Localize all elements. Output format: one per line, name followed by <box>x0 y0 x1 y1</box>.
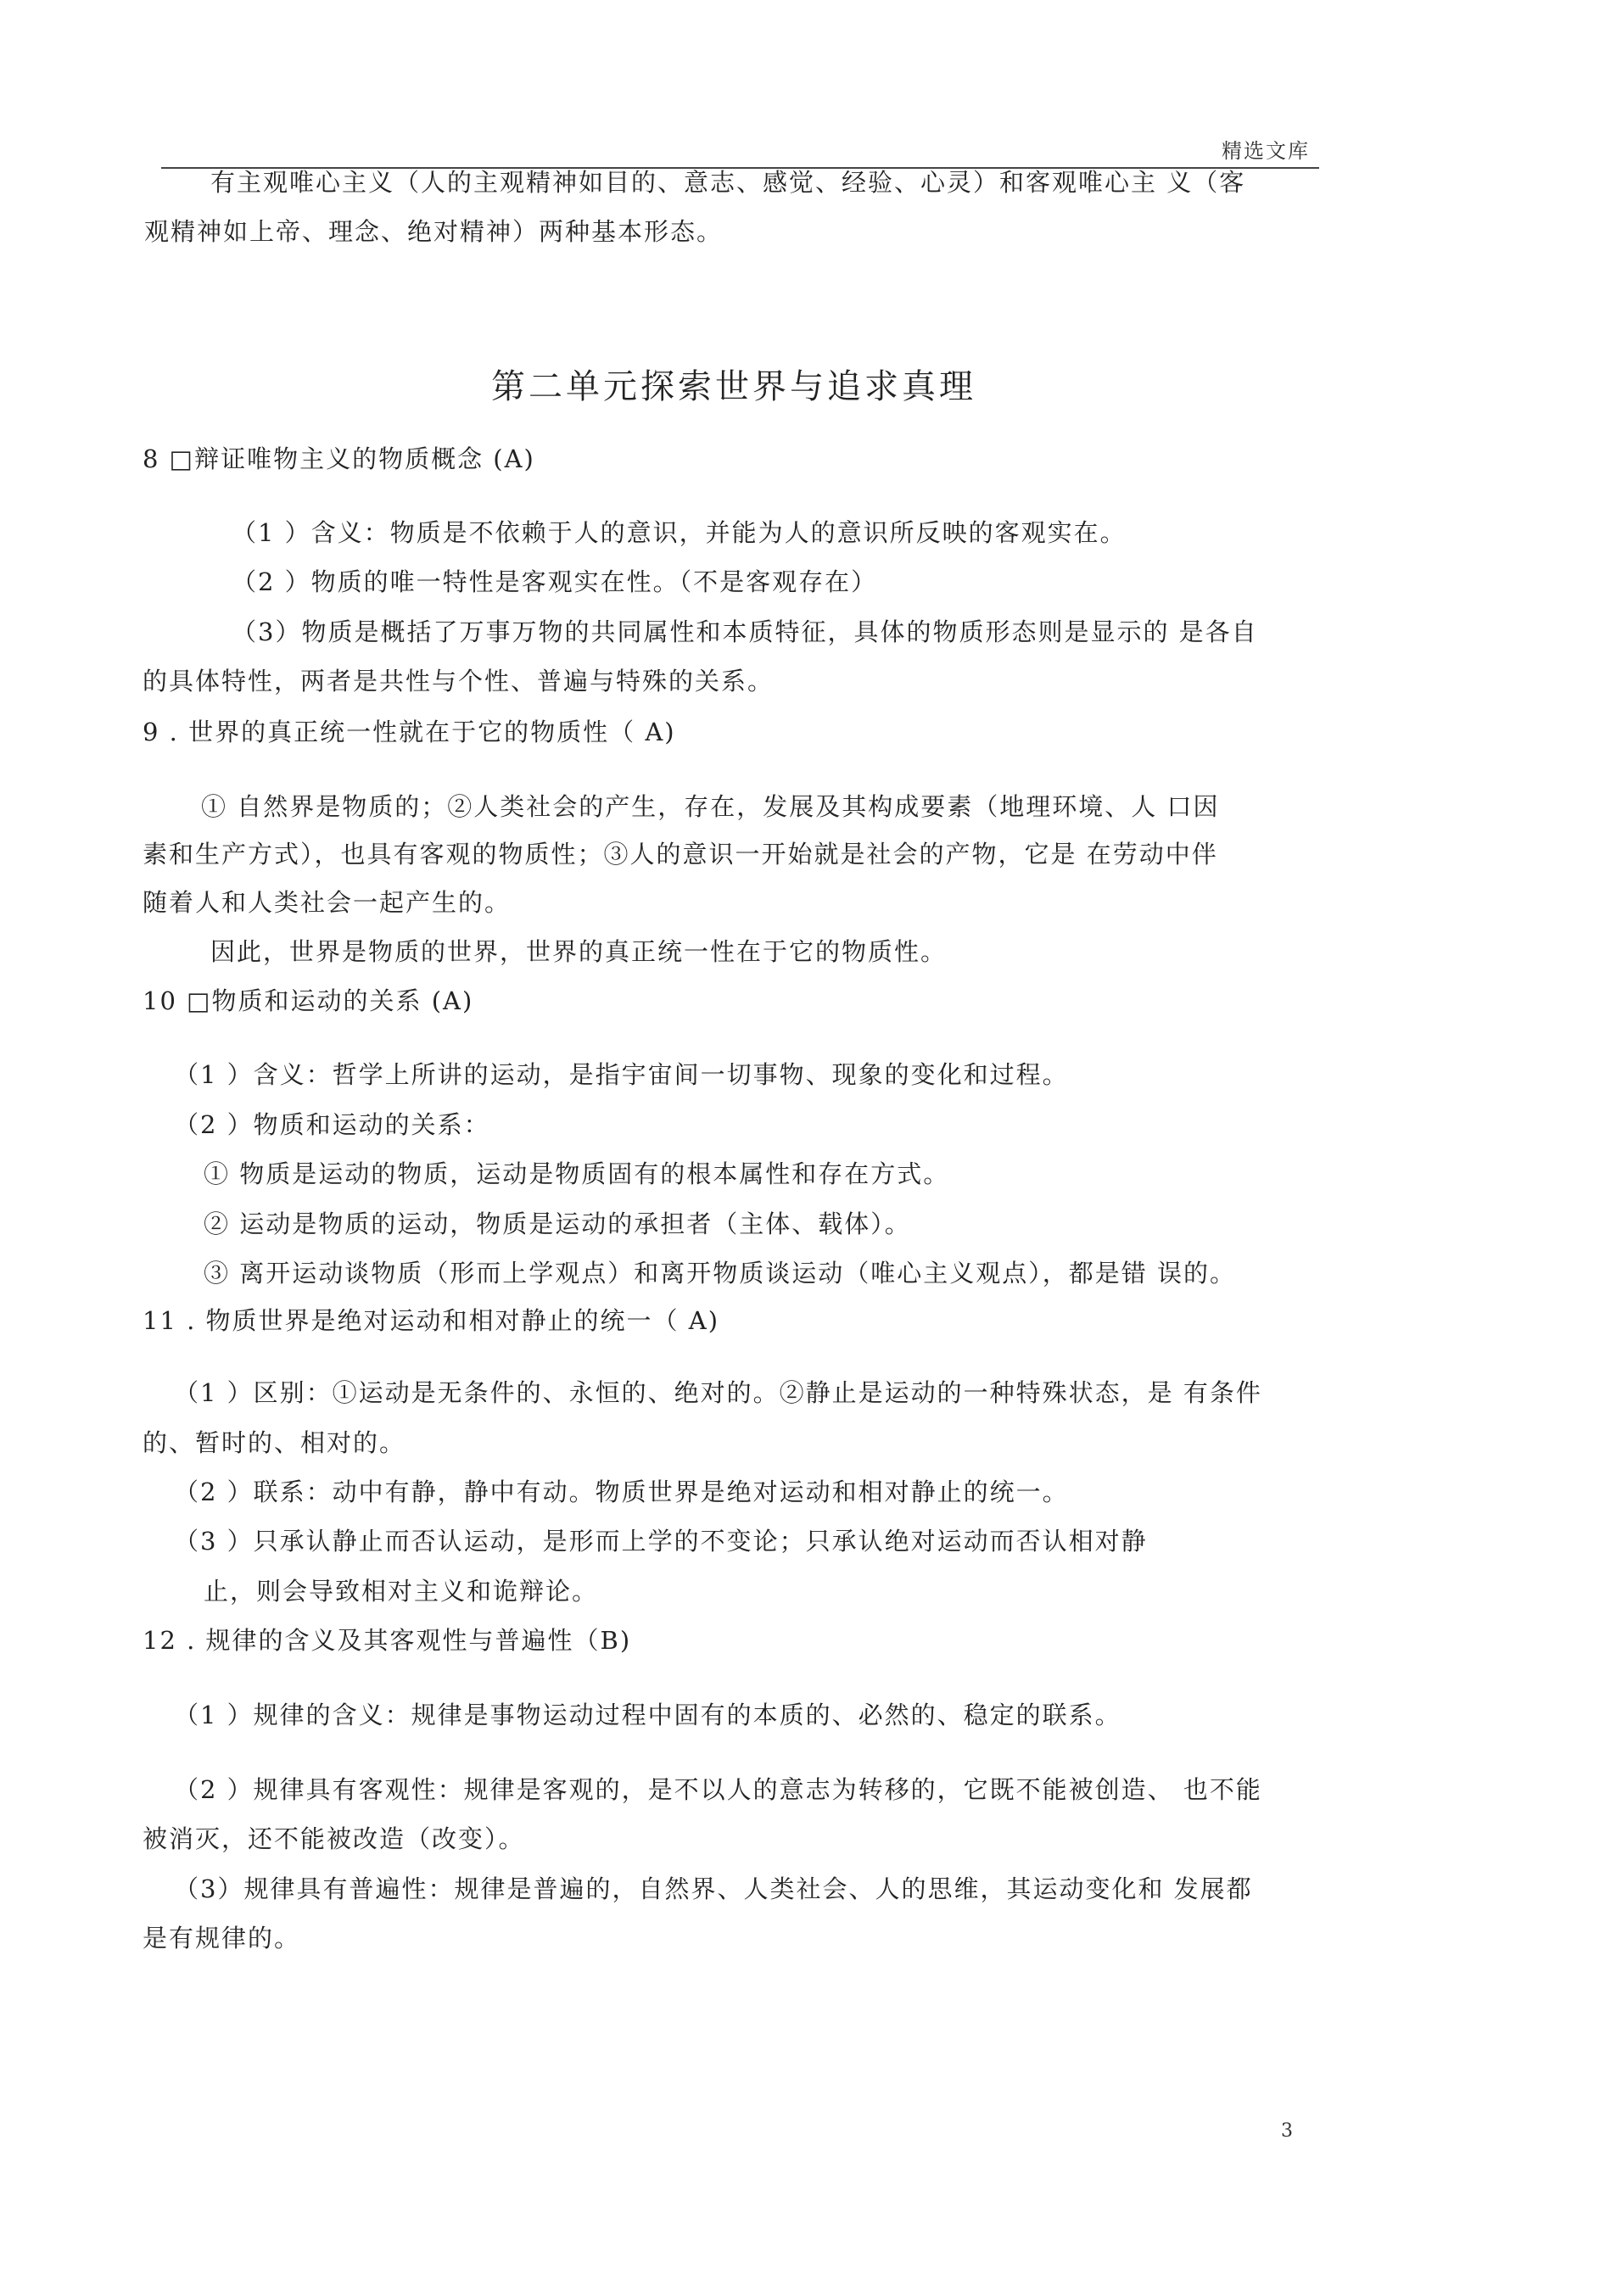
intro-line: 有主观唯心主义（人的主观精神如目的、意志、感觉、经验、心灵）和客观唯心主 义（客 <box>210 168 1246 197</box>
paragraph: （1 ）含义：物质是不依赖于人的意识，并能为人的意识所反映的客观实在。 <box>232 518 1127 547</box>
item-heading-11: 11 . 物质世界是绝对运动和相对静止的统一（ A) <box>143 1306 720 1335</box>
paragraph: （2 ）物质和运动的关系： <box>174 1110 490 1139</box>
paragraph: 的、暂时的、相对的。 <box>143 1428 406 1457</box>
paragraph: ① 物质是运动的物质，运动是物质固有的根本属性和存在方式。 <box>204 1159 950 1188</box>
paragraph: （1 ）区别：①运动是无条件的、永恒的、绝对的。②静止是运动的一种特殊状态，是 有条件 <box>174 1378 1262 1407</box>
item-heading-9: 9 . 世界的真正统一性就在于它的物质性（ A) <box>143 718 676 746</box>
paragraph: （2 ）规律具有客观性：规律是客观的，是不以人的意志为转移的，它既不能被创造、 也不能 <box>174 1775 1262 1804</box>
intro-line: 观精神如上帝、理念、绝对精神）两种基本形态。 <box>144 217 724 246</box>
paragraph: （3）物质是概括了万事万物的共同属性和本质特征，具体的物质形态则是显示的 是各自 <box>232 617 1258 646</box>
header-label: 精选文库 <box>1222 139 1310 163</box>
paragraph: （3）规律具有普遍性：规律是普遍的，自然界、人类社会、人的思维，其运动变化和 发展都 <box>174 1874 1253 1903</box>
paragraph: 止，则会导致相对主义和诡辩论。 <box>204 1577 599 1606</box>
item-heading-10: 10 □物质和运动的关系 (A) <box>143 986 474 1015</box>
item-heading-12: 12 . 规律的含义及其客观性与普遍性（B) <box>143 1626 632 1655</box>
paragraph: 素和生产方式），也具有客观的物质性；③人的意识一开始就是社会的产物，它是 在劳动中伴 <box>143 840 1218 869</box>
paragraph: （1 ）含义：哲学上所讲的运动，是指宇宙间一切事物、现象的变化和过程。 <box>174 1060 1069 1089</box>
paragraph: 被消灭，还不能被改造（改变）。 <box>143 1824 525 1853</box>
paragraph: （1 ）规律的含义：规律是事物运动过程中固有的本质的、必然的、稳定的联系。 <box>174 1701 1121 1729</box>
paragraph: 随着人和人类社会一起产生的。 <box>143 888 512 917</box>
paragraph: （3 ）只承认静止而否认运动，是形而上学的不变论；只承认绝对运动而否认相对静 <box>174 1527 1148 1556</box>
paragraph: （2 ）物质的唯一特性是客观实在性。（不是客观存在） <box>232 567 878 596</box>
paragraph: 因此，世界是物质的世界，世界的真正统一性在于它的物质性。 <box>210 937 948 966</box>
paragraph: ③ 离开运动谈物质（形而上学观点）和离开物质谈运动（唯心主义观点），都是错 误的。 <box>204 1259 1236 1288</box>
paragraph: 的具体特性，两者是共性与个性、普遍与特殊的关系。 <box>143 667 775 696</box>
paragraph: ② 运动是物质的运动，物质是运动的承担者（主体、载体）。 <box>204 1209 911 1238</box>
paragraph: （2 ）联系：动中有静，静中有动。物质世界是绝对运动和相对静止的统一。 <box>174 1478 1069 1506</box>
paragraph: 是有规律的。 <box>143 1924 301 1952</box>
page-number: 3 <box>1281 2120 1293 2142</box>
item-heading-8: 8 □辩证唯物主义的物质概念 (A) <box>143 444 535 473</box>
section-title: 第二单元探索世界与追求真理 <box>491 367 976 406</box>
paragraph: ① 自然界是物质的；②人类社会的产生，存在，发展及其构成要素（地理环境、人 口因 <box>201 792 1220 821</box>
